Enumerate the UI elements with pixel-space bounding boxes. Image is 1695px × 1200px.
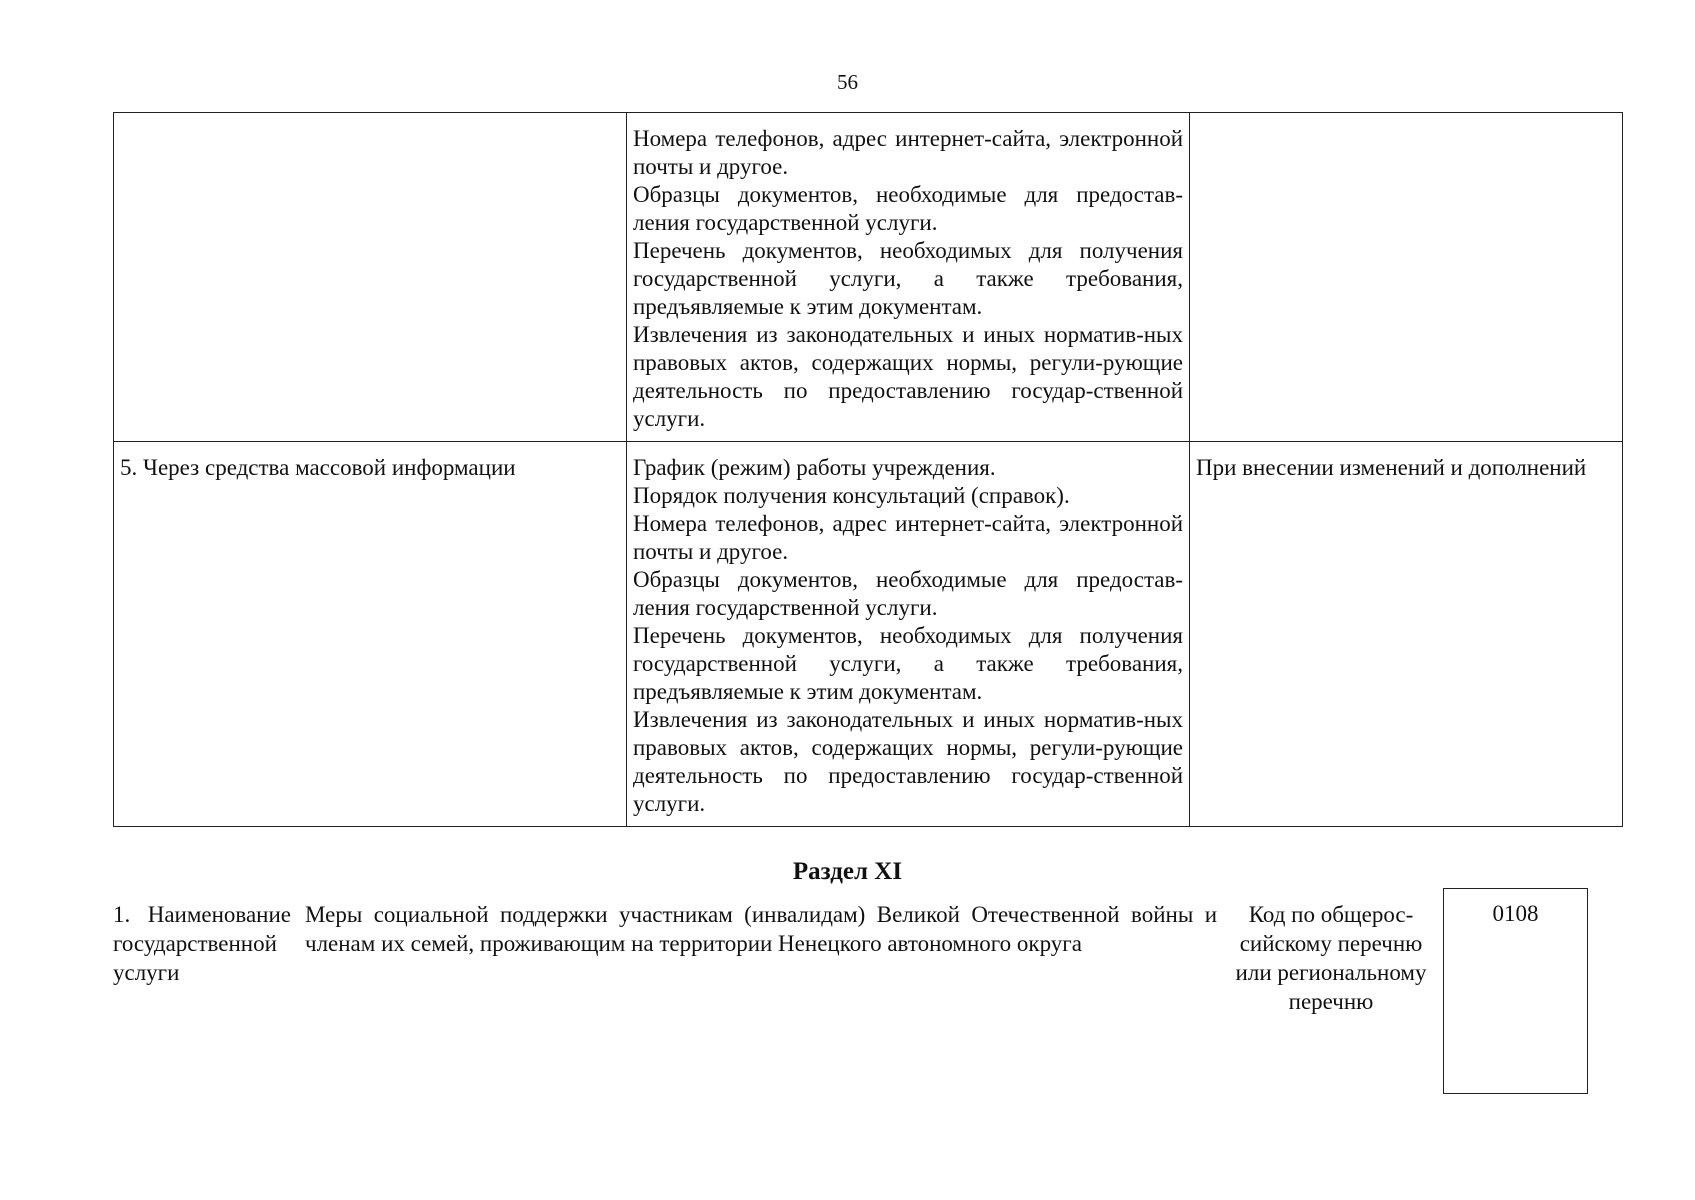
service-name-value: Меры социальной поддержки участникам (инвалидам) Великой Отечественной войны и членам их семей, проживающим на территории Ненецкого автономного округа xyxy=(305,902,1217,956)
content-paragraph: Номера телефонов, адрес интернет-сайта, электронной почты и другое. xyxy=(633,126,1183,179)
table-row xyxy=(114,442,1623,827)
content-paragraph: График (режим) работы учреждения. xyxy=(633,455,996,480)
content-paragraph: Номера телефонов, адрес интернет-сайта, электронной почты и другое. xyxy=(633,511,1183,564)
table-cell-frequency: При внесении изменений и дополнений xyxy=(1190,442,1623,827)
table-cell-frequency xyxy=(1190,113,1623,442)
content-paragraph: Перечень документов, необходимых для получения государственной услуги, а также требования, предъявляемые к этим документам. xyxy=(633,238,1183,319)
table-cell-content xyxy=(627,442,1190,827)
content-paragraph: Извлечения из законодательных и иных норматив-ных правовых актов, содержащих нормы, регули-рующие деятельность по предоставлению государ-ственной услуги. xyxy=(633,707,1183,816)
code-box xyxy=(1443,888,1588,1094)
content-paragraph: Порядок получения консультаций (справок). xyxy=(633,483,1070,508)
code-value: 0108 xyxy=(1492,901,1539,926)
table-row xyxy=(114,113,1623,442)
content-paragraph: Образцы документов, необходимые для предостав-ления государственной услуги. xyxy=(633,182,1183,235)
content-paragraph: Извлечения из законодательных и иных норматив-ных правовых актов, содержащих нормы, регули-рующие деятельность по предоставлению государ-ственной услуги. xyxy=(633,322,1183,431)
table-cell-method xyxy=(114,113,627,442)
section-title: Раздел XI xyxy=(792,858,903,885)
content-paragraph: Образцы документов, необходимые для предостав-ления государственной услуги. xyxy=(633,567,1183,620)
table-cell-method: 5. Через средства массовой информации xyxy=(114,442,627,827)
table-cell-content xyxy=(627,113,1190,442)
content-paragraph: Перечень документов, необходимых для получения государственной услуги, а также требования, предъявляемые к этим документам. xyxy=(633,623,1183,704)
service-name-label: 1. Наименование государственной услуги xyxy=(113,902,291,985)
code-label: Код по общерос-сийскому перечню или региональному перечню xyxy=(1235,902,1427,1014)
info-table xyxy=(113,112,1623,827)
page-number: 56 xyxy=(837,70,858,94)
